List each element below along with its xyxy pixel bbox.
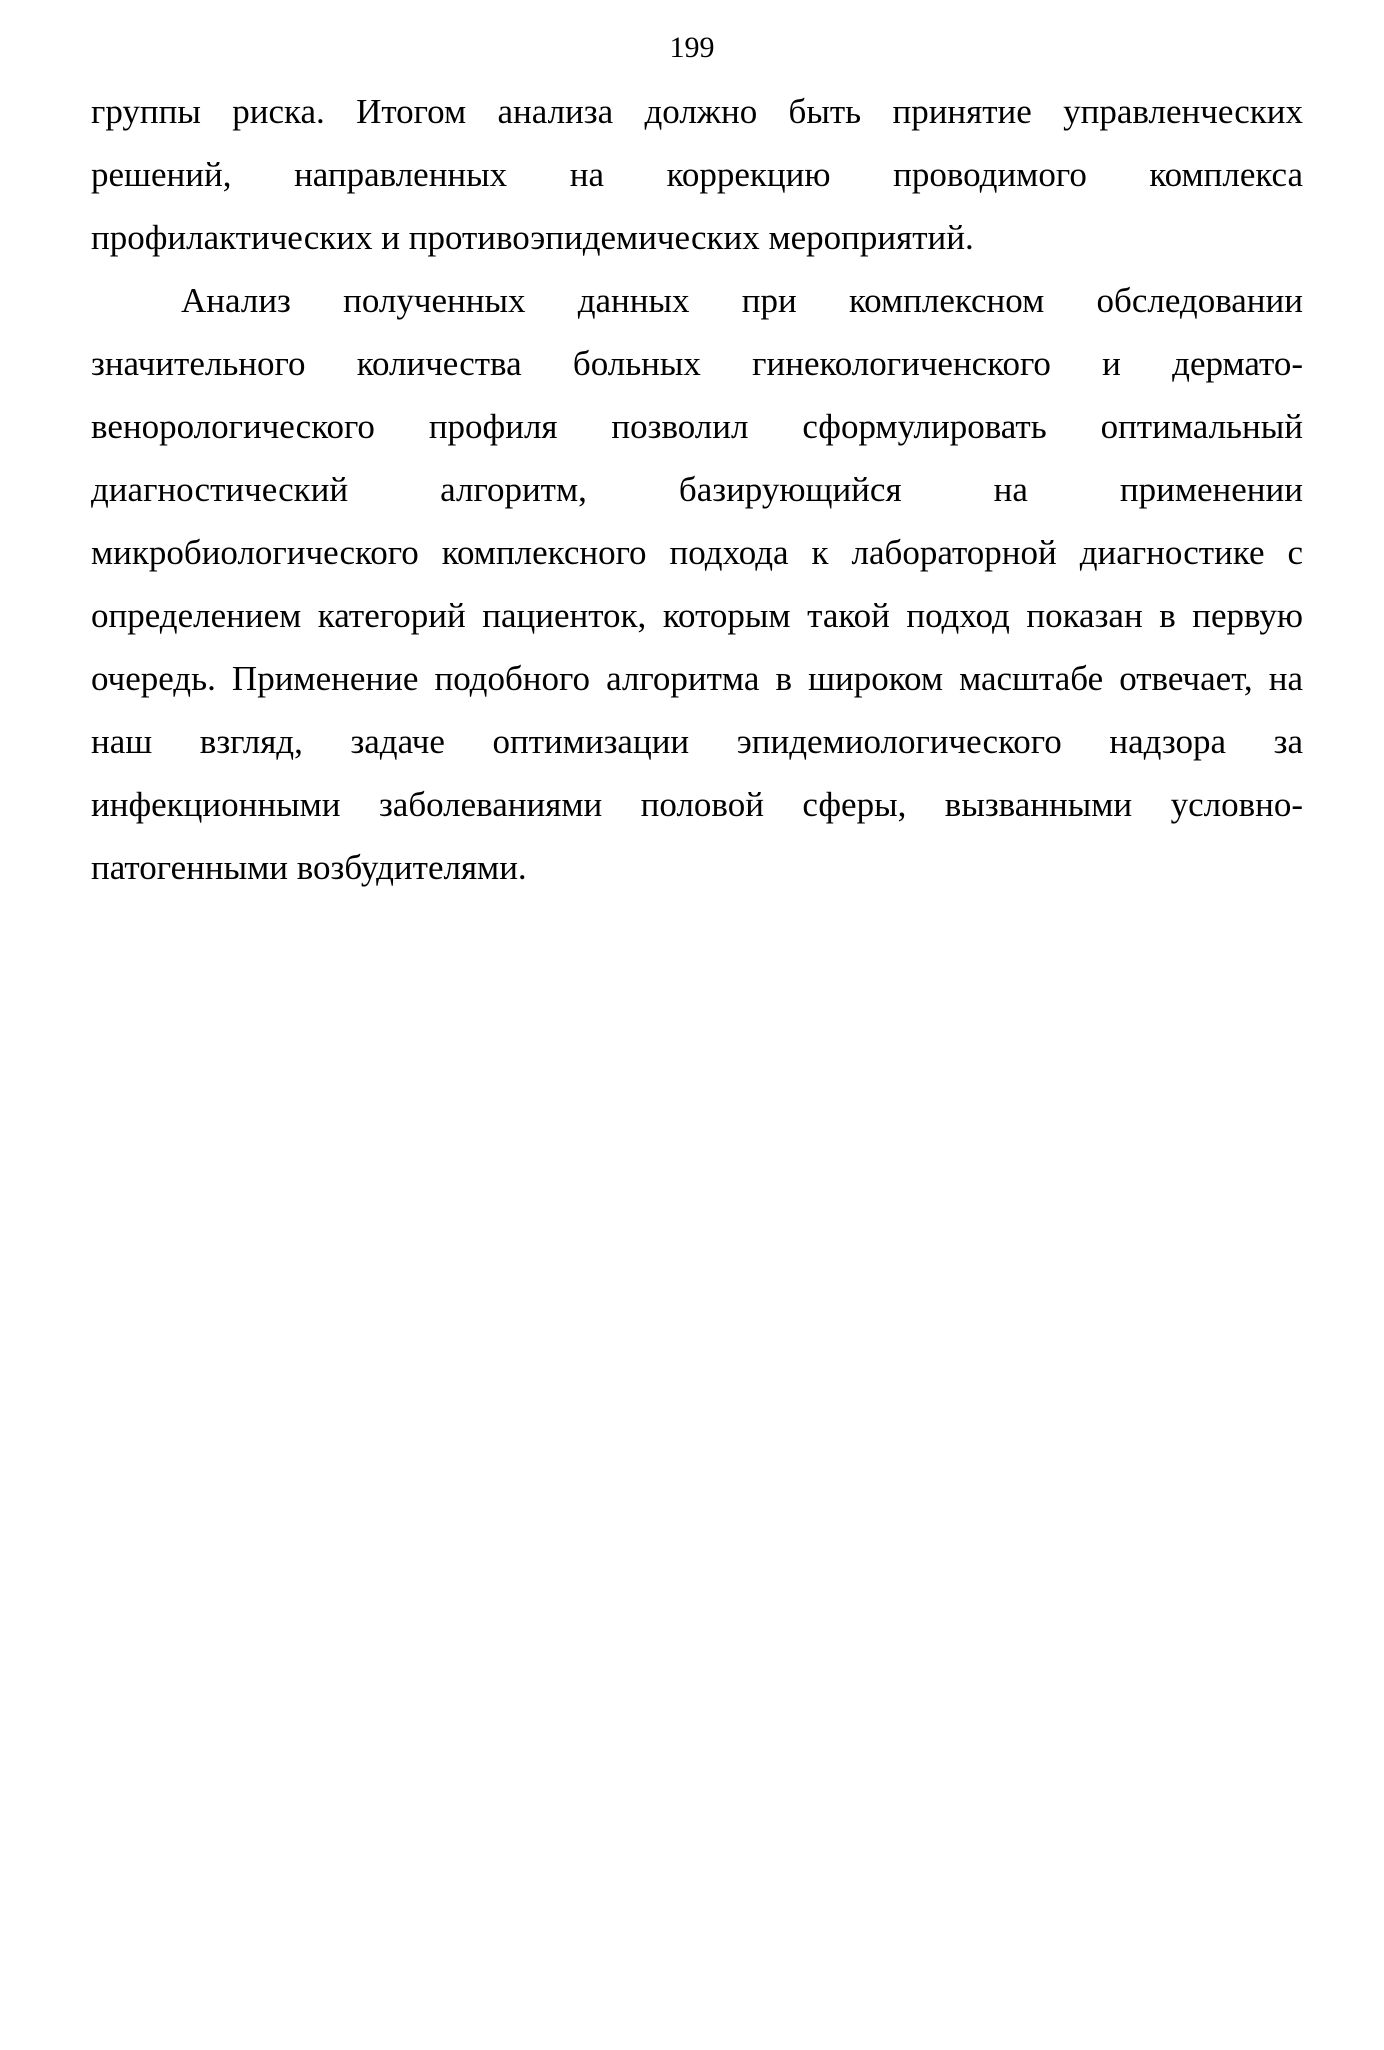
- text-line: группы риска. Итогом анализа должно быть принятие управленческих: [91, 92, 1303, 131]
- text-line: венорологического профиля позволил сформулировать оптимальный: [91, 407, 1303, 446]
- text-line: значительного количества больных гинекологиченского и дермато-: [91, 344, 1303, 383]
- text-line: определением категорий пациенток, которым такой подход показан в первую: [91, 596, 1303, 635]
- text-line: инфекционными заболеваниями половой сферы, вызванными условно-: [91, 785, 1303, 824]
- text-line: диагностический алгоритм, базирующийся на применении: [91, 470, 1303, 509]
- text-line: решений, направленных на коррекцию проводимого комплекса: [91, 155, 1303, 194]
- text-line: наш взгляд, задаче оптимизации эпидемиологического надзора за: [91, 722, 1303, 761]
- text-line: Анализ полученных данных при комплексном обследовании: [181, 281, 1303, 320]
- text-line: профилактических и противоэпидемических мероприятий.: [91, 218, 974, 257]
- text-line: микробиологического комплексного подхода к лабораторной диагностике с: [91, 533, 1303, 572]
- text-line: очередь. Применение подобного алгоритма в широком масштабе отвечает, на: [91, 659, 1303, 698]
- page-number: 199: [669, 31, 715, 64]
- body-text: [91, 80, 1303, 899]
- text-line: патогенными возбудителями.: [91, 848, 527, 887]
